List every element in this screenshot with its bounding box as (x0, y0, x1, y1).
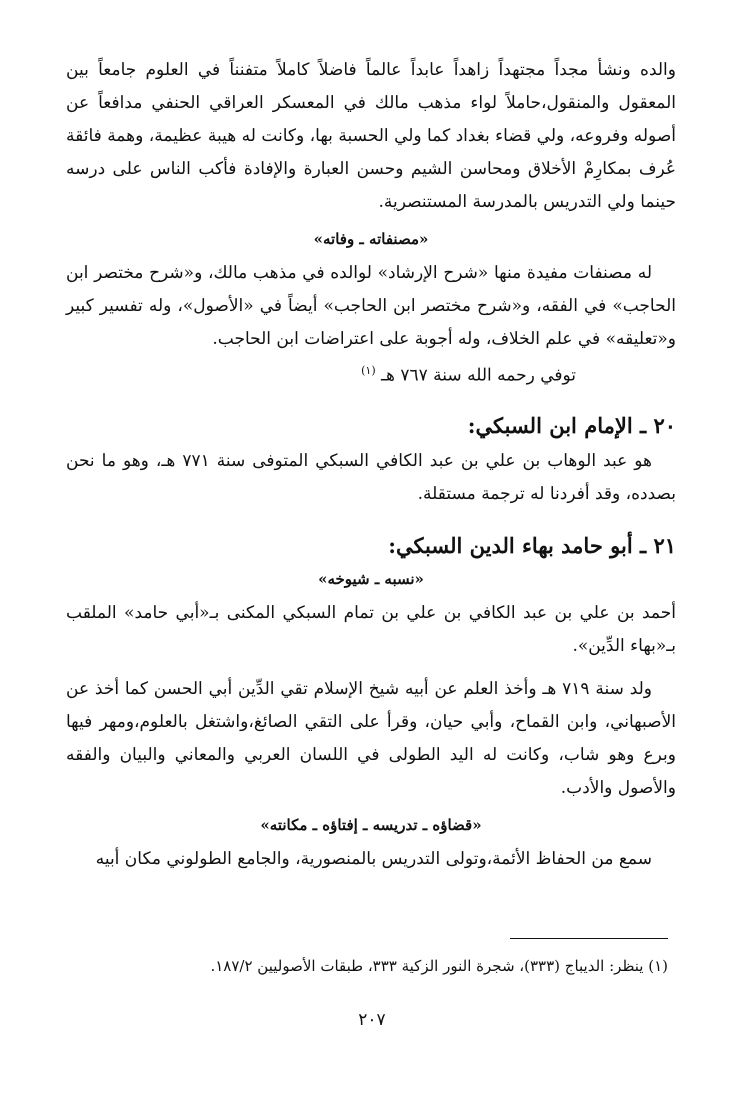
section-21-title: ٢١ ـ أبو حامد بهاء الدين السبكي: (388, 532, 676, 558)
works-heading: «مصنفاته ـ وفاته» (313, 230, 429, 248)
death-text: توفي رحمه الله سنة ٧٦٧ هـ (381, 365, 576, 386)
intro-paragraph: والده ونشأ مجداً مجتهداً زاهداً عابداً عالماً فاضلاً كاملاً متفنناً في العلوم جامعاً بين المعقول والمنقول،حاملاً لواء مذهب مالك في المعسكر العراقي الحنفي مدافعاً عن أصوله وفروعه، ولي قضاء بغداد كما ولي الحسبة بها، وكانت له هيبة عظيمة، وهمة فائقة عُرف بمكارِمْ الأخلاق ومحاسن الشيم وحسن العبارة والإفادة فأكب الناس على درسه حينما ولي التدريس بالمدرسة المستنصرية. (66, 60, 676, 212)
footnote-ref[interactable]: (١) (361, 364, 376, 377)
birth-paragraph: ولد سنة ٧١٩ هـ وأخذ العلم عن أبيه شيخ الإسلام تقي الدِّين أبي الحسن كما أخذ عن الأصبهاني، وابن القماح، وأبي حيان، وقرأ على التقي الصائغ،واشتغل بالعلوم،ومهر فيها وبرع وهو شاب، وكانت له اليد الطولى في اللسان العربي والمعاني والبيان والفقه والأصول والأدب. (66, 678, 676, 798)
section-20-paragraph: هو عبد الوهاب بن علي بن عبد الكافي السبكي المتوفى سنة ٧٧١ هـ، وهو ما نحن بصدده، وقد أفردنا له ترجمة مستقلة. (66, 450, 676, 504)
footnote: (١) ينظر: الديباج (٣٣٣)، شجرة النور الزكية ٣٣٣، طبقات الأصوليين ١٨٧/٢. (210, 957, 668, 975)
section-20-title: ٢٠ ـ الإمام ابن السبكي: (467, 412, 676, 438)
page-number: ٢٠٧ (358, 1010, 386, 1030)
lineage-paragraph: أحمد بن علي بن عبد الكافي بن علي بن تمام السبكي المكنى بـ«أبي حامد» الملقب بـ«بهاء الدِّين». (66, 602, 676, 656)
page-body (66, 54, 676, 876)
footnote-divider (510, 938, 668, 939)
works-paragraph: له مصنفات مفيدة منها «شرح الإرشاد» لوالده في مذهب مالك، و«شرح مختصر ابن الحاجب» في الفقه، و«شرح مختصر ابن الحاجب» أيضاً في «الأصول»، وله تفسير كبير و«تعليقه» في علم الخلاف، وله أجوبة على اعتراضات ابن الحاجب. (66, 263, 676, 349)
career-paragraph: سمع من الحفاظ الأئمة،وتولى التدريس بالمنصورية، والجامع الطولوني مكان أبيه (95, 848, 652, 869)
death-line (66, 356, 676, 391)
career-heading: «قضاؤه ـ تدريسه ـ إفتاؤه ـ مكانته» (260, 815, 482, 834)
lineage-heading: «نسبه ـ شيوخه» (318, 569, 424, 588)
